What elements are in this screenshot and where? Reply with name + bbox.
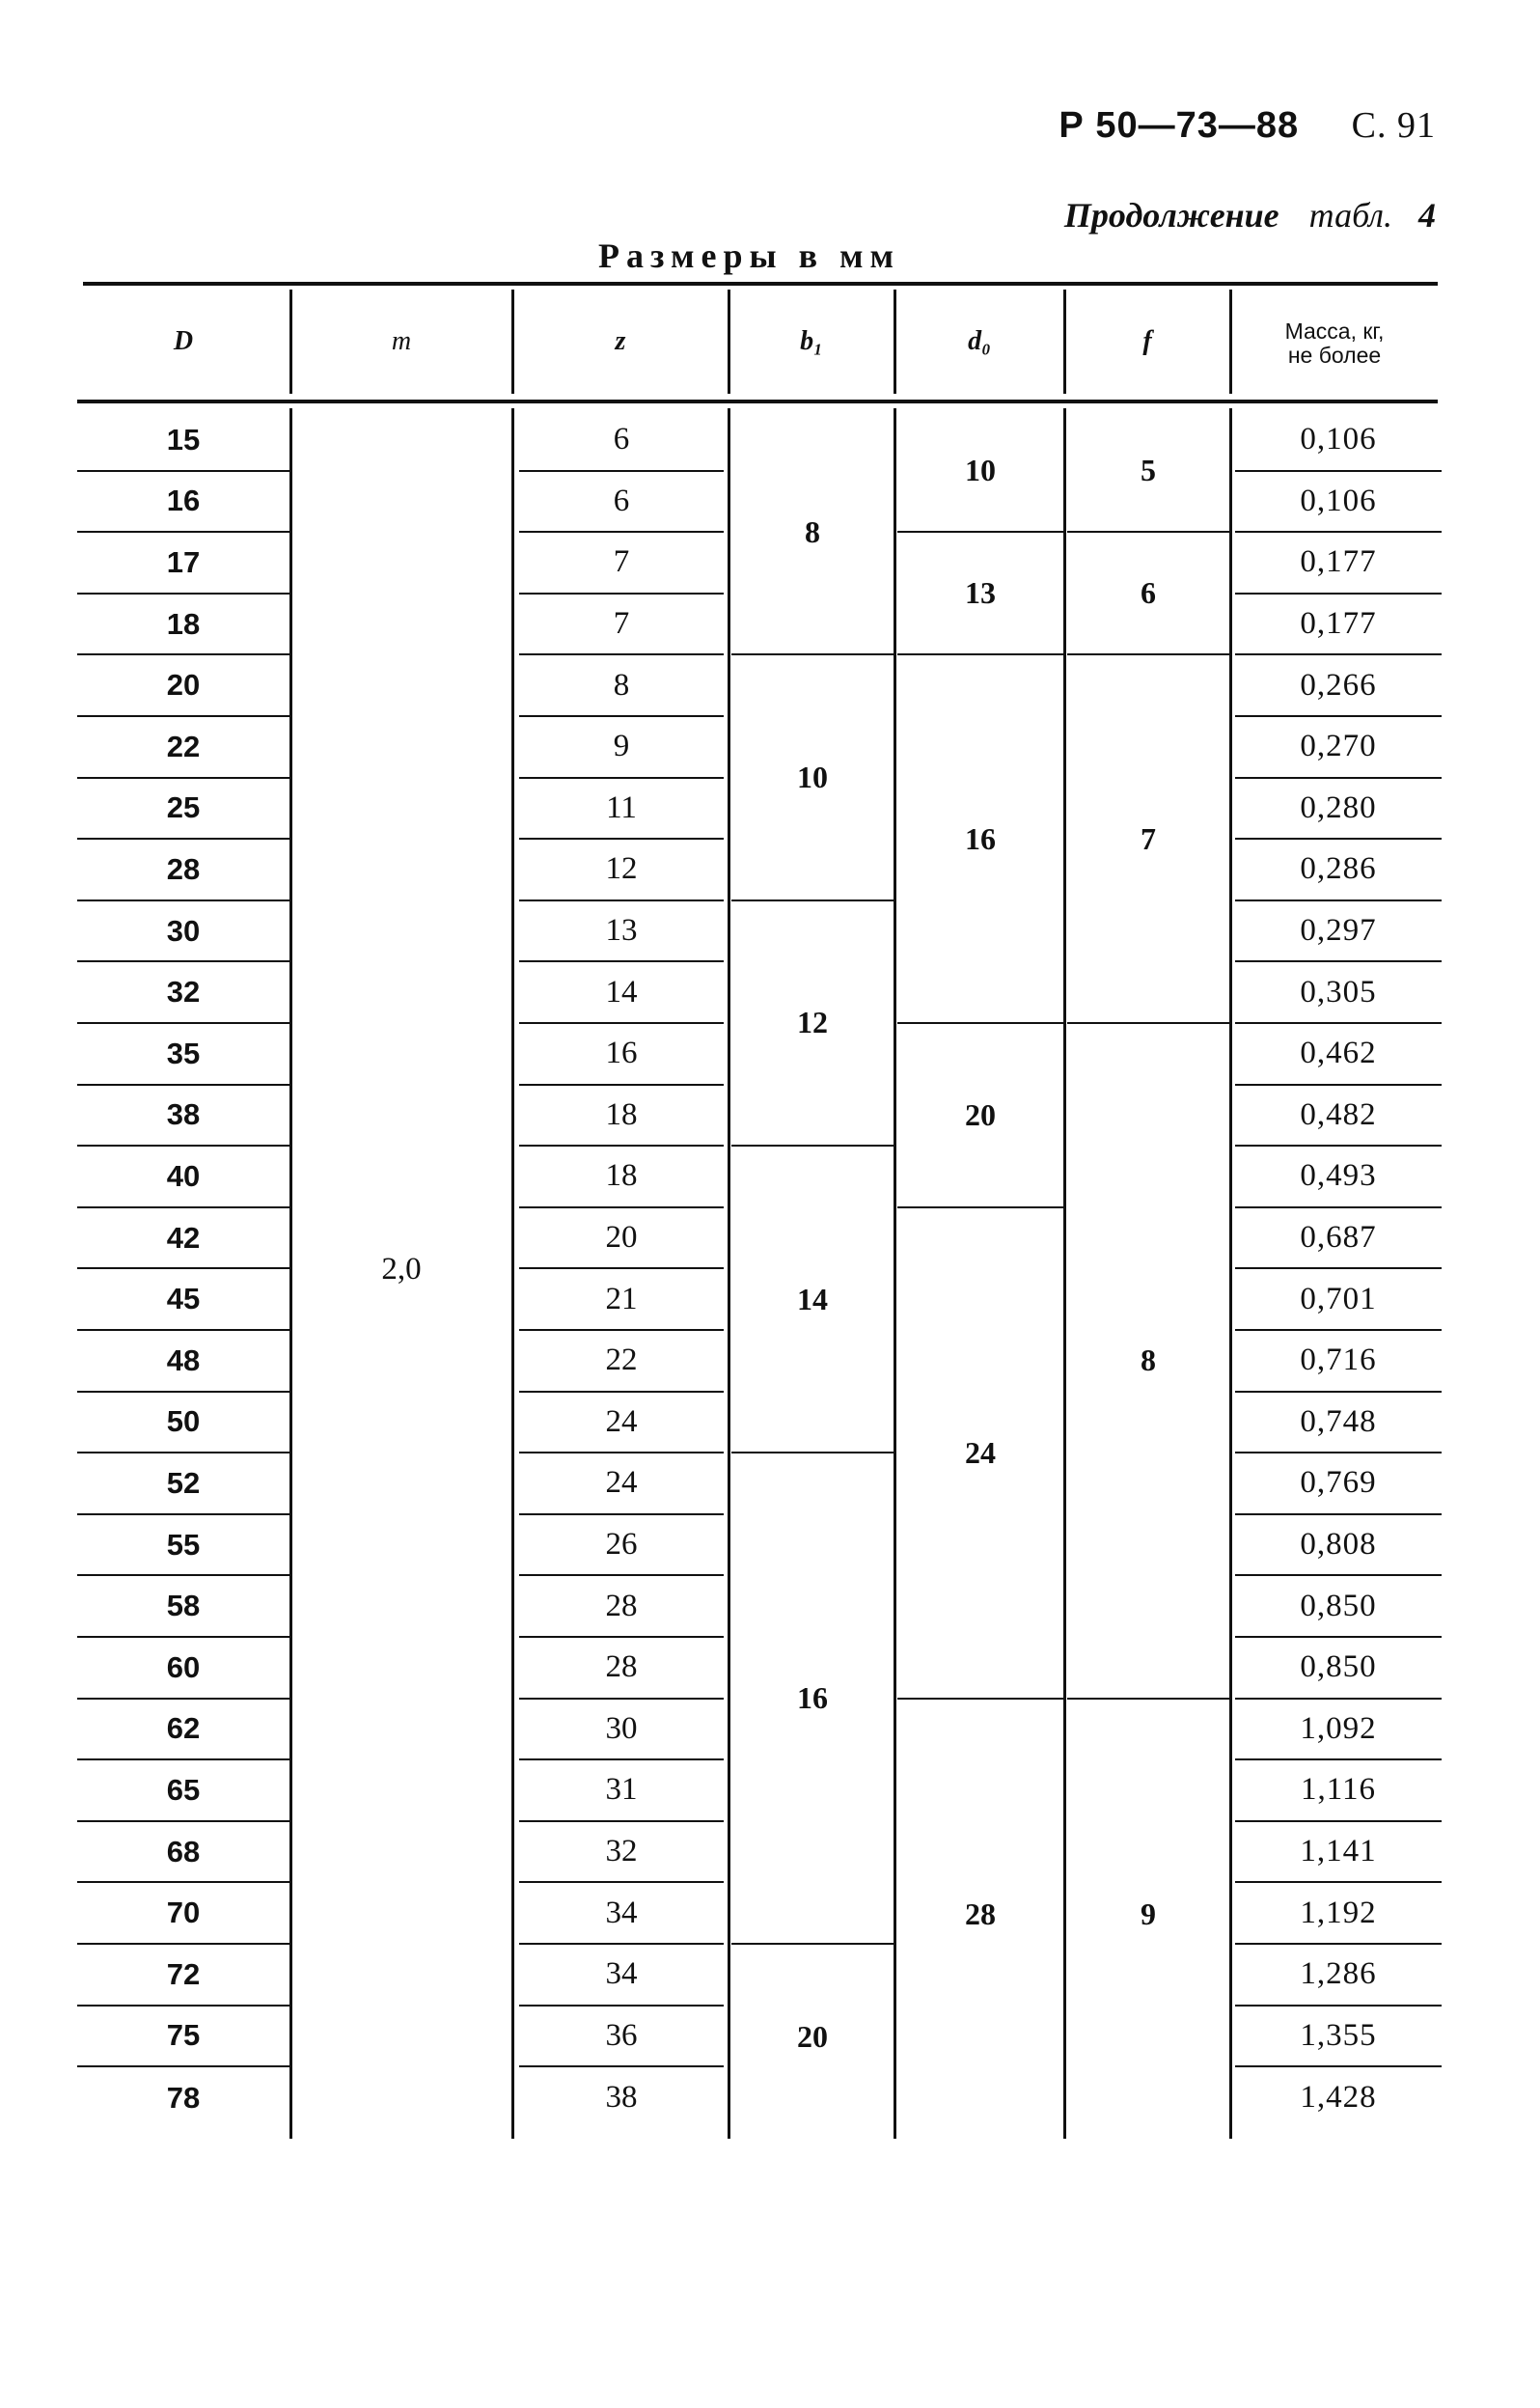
cell-z: 34	[519, 1945, 724, 2007]
page-header	[1059, 104, 1436, 147]
header-mass	[1231, 290, 1438, 394]
column-divider	[728, 290, 730, 394]
cell-b1: 16	[731, 1453, 894, 1945]
cell-z: 7	[519, 533, 724, 595]
cell-D: 38	[77, 1086, 289, 1148]
cell-mass: 0,850	[1235, 1638, 1442, 1700]
cell-D: 35	[77, 1024, 289, 1086]
cell-f: 5	[1067, 410, 1229, 533]
cell-b1: 14	[731, 1147, 894, 1453]
cell-mass: 0,177	[1235, 533, 1442, 595]
cell-mass: 0,748	[1235, 1393, 1442, 1454]
cell-D: 52	[77, 1453, 289, 1515]
cell-z: 36	[519, 2007, 724, 2068]
cell-z: 24	[519, 1453, 724, 1515]
cell-z: 28	[519, 1638, 724, 1700]
cell-d0: 28	[965, 1896, 996, 1931]
cell-mass: 0,462	[1235, 1024, 1442, 1086]
cell-D: 62	[77, 1700, 289, 1761]
cell-f: 9	[1141, 1896, 1156, 1931]
cell-d0: 13	[897, 533, 1063, 655]
cell-mass: 0,297	[1235, 901, 1442, 963]
cell-mass: 1,192	[1235, 1883, 1442, 1945]
cell-D: 15	[77, 410, 289, 472]
cell-z: 7	[519, 595, 724, 656]
cell-D: 28	[77, 840, 289, 901]
cell-z: 24	[519, 1393, 724, 1454]
cell-mass: 0,687	[1235, 1208, 1442, 1270]
cell-z: 30	[519, 1700, 724, 1761]
cell-mass: 0,769	[1235, 1453, 1442, 1515]
units-caption: Размеры в мм	[598, 236, 901, 275]
cell-D: 60	[77, 1638, 289, 1700]
cell-f: 7	[1067, 655, 1229, 1024]
table-header-rule	[77, 400, 1438, 403]
column-divider	[894, 290, 896, 394]
cell-d0: 24	[897, 1208, 1063, 1700]
cell-m: 2,0	[381, 1251, 422, 1287]
cell-f: 8	[1067, 1024, 1229, 1700]
cell-D: 68	[77, 1822, 289, 1884]
cell-D: 72	[77, 1945, 289, 2007]
column-divider	[1229, 290, 1232, 394]
table-top-rule	[83, 282, 1438, 286]
table-number: 4	[1418, 196, 1436, 235]
cell-z: 6	[519, 410, 724, 472]
cell-D: 78	[166, 2080, 201, 2115]
cell-z: 14	[519, 962, 724, 1024]
column-divider	[1063, 408, 1066, 2139]
document-code: Р 50—73—88	[1059, 105, 1300, 146]
cell-mass: 0,280	[1235, 779, 1442, 841]
table-word: табл.	[1308, 196, 1392, 235]
cell-z: 38	[605, 2080, 638, 2116]
cell-b1: 12	[731, 901, 894, 1147]
cell-D: 18	[77, 595, 289, 656]
table-continuation-label	[1064, 195, 1436, 235]
cell-z: 12	[519, 840, 724, 901]
cell-mass: 0,286	[1235, 840, 1442, 901]
header-m: m	[391, 326, 412, 356]
cell-mass: 0,266	[1235, 655, 1442, 717]
cell-D: 25	[77, 779, 289, 841]
cell-D: 58	[77, 1576, 289, 1638]
cell-D: 32	[77, 962, 289, 1024]
cell-mass: 0,716	[1235, 1331, 1442, 1393]
cell-mass: 0,808	[1235, 1515, 1442, 1577]
cell-z: 6	[519, 472, 724, 534]
cell-z: 22	[519, 1331, 724, 1393]
cell-mass: 0,850	[1235, 1576, 1442, 1638]
cell-D: 48	[77, 1331, 289, 1393]
cell-b1: 20	[797, 2018, 828, 2054]
cell-z: 28	[519, 1576, 724, 1638]
cell-mass: 0,270	[1235, 717, 1442, 779]
cell-z: 9	[519, 717, 724, 779]
cell-z: 8	[519, 655, 724, 717]
cell-z: 31	[519, 1760, 724, 1822]
cell-d0: 16	[897, 655, 1063, 1024]
column-divider	[1229, 408, 1232, 2139]
cell-f: 6	[1067, 533, 1229, 655]
header-mass-line1: Масса, кг,	[1284, 318, 1385, 344]
cell-D: 50	[77, 1393, 289, 1454]
header-f: f	[1142, 326, 1152, 356]
header-z: z	[615, 326, 626, 356]
cell-b1: 10	[731, 655, 894, 900]
continuation-word: Продолжение	[1063, 196, 1279, 235]
cell-mass: 0,177	[1235, 595, 1442, 656]
column-divider	[511, 408, 514, 2139]
cell-D: 40	[77, 1147, 289, 1208]
header-D: D	[173, 326, 194, 356]
column-divider	[511, 290, 514, 394]
column-divider	[1063, 290, 1066, 394]
cell-D: 30	[77, 901, 289, 963]
cell-z: 16	[519, 1024, 724, 1086]
cell-mass: 0,493	[1235, 1147, 1442, 1208]
cell-z: 18	[519, 1086, 724, 1148]
cell-z: 21	[519, 1269, 724, 1331]
cell-mass: 1,092	[1235, 1700, 1442, 1761]
column-divider	[289, 408, 292, 2139]
cell-mass: 1,286	[1235, 1945, 1442, 2007]
cell-d0: 10	[897, 410, 1063, 533]
column-divider	[894, 408, 896, 2139]
cell-z: 34	[519, 1883, 724, 1945]
cell-mass: 1,428	[1300, 2080, 1377, 2116]
cell-mass: 1,141	[1235, 1822, 1442, 1884]
cell-z: 18	[519, 1147, 724, 1208]
header-mass-line2: не более	[1287, 343, 1382, 368]
cell-mass: 1,116	[1235, 1760, 1442, 1822]
cell-D: 16	[77, 472, 289, 534]
cell-D: 45	[77, 1269, 289, 1331]
cell-d0: 20	[897, 1024, 1063, 1208]
column-divider	[289, 290, 292, 394]
header-b1: b₁	[800, 326, 823, 356]
cell-D: 55	[77, 1515, 289, 1577]
cell-D: 22	[77, 717, 289, 779]
cell-z: 26	[519, 1515, 724, 1577]
cell-mass: 0,106	[1235, 472, 1442, 534]
cell-D: 70	[77, 1883, 289, 1945]
page-number: С. 91	[1351, 105, 1436, 146]
cell-D: 42	[77, 1208, 289, 1270]
cell-z: 13	[519, 901, 724, 963]
cell-b1: 8	[731, 410, 894, 655]
cell-D: 75	[77, 2007, 289, 2068]
cell-D: 17	[77, 533, 289, 595]
header-d0: d₀	[968, 326, 991, 356]
cell-D: 65	[77, 1760, 289, 1822]
cell-mass: 1,355	[1235, 2007, 1442, 2068]
cell-mass: 0,482	[1235, 1086, 1442, 1148]
column-divider	[728, 408, 730, 2139]
cell-z: 20	[519, 1208, 724, 1270]
cell-z: 32	[519, 1822, 724, 1884]
cell-mass: 0,701	[1235, 1269, 1442, 1331]
cell-z: 11	[519, 779, 724, 841]
cell-mass: 0,106	[1235, 410, 1442, 472]
cell-mass: 0,305	[1235, 962, 1442, 1024]
cell-D: 20	[77, 655, 289, 717]
